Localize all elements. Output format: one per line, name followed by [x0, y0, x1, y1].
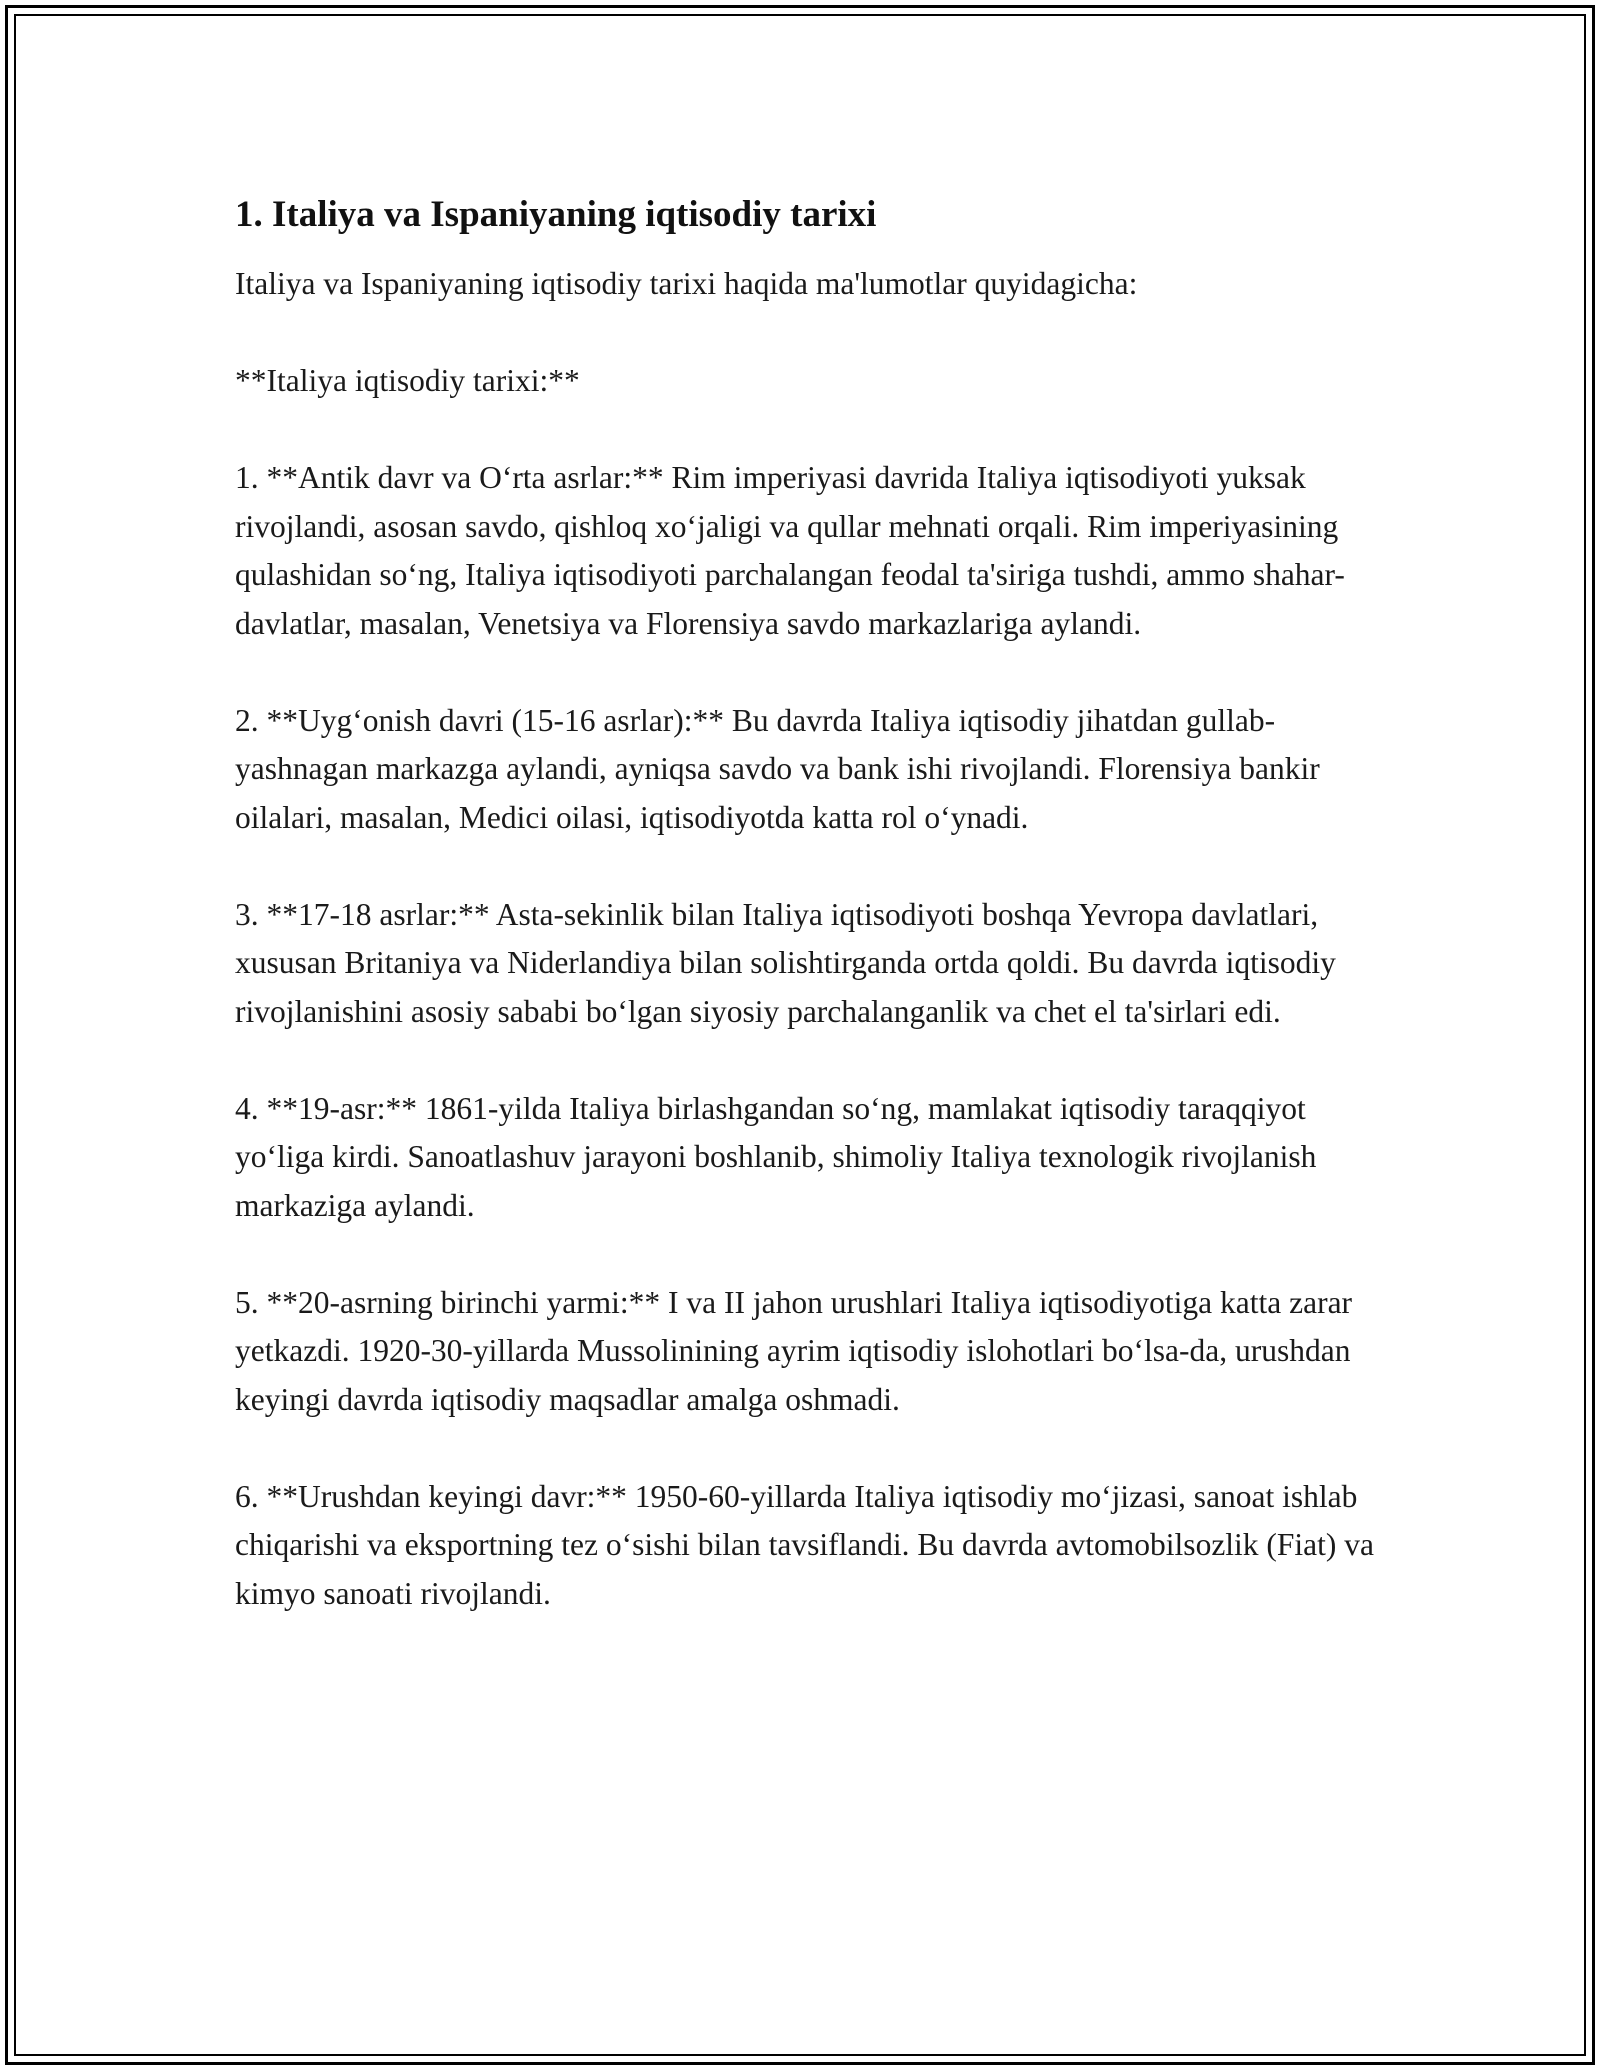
list-item: 1. **Antik davr va O‘rta asrlar:** Rim imperiyasi davrida Italiya iqtisodiyoti yuksak rivojlandi, asosan savdo, qishloq xo‘jaligi va qullar mehnati orqali. Rim imperiyasining qulashidan so‘ng, Italiya iqtisodiyoti parchalangan feodal ta'siriga tushdi, ammo shahar-davlatlar, masalan, Venetsiya va Florensiya savdo markazlariga aylandi. [235, 460, 1345, 641]
list-item: 4. **19-asr:** 1861-yilda Italiya birlashgandan so‘ng, mamlakat iqtisodiy taraqqiyot yo‘liga kirdi. Sanoatlashuv jarayoni boshlanib, shimoliy Italiya texnologik rivojlanish markaziga aylandi. [235, 1090, 1317, 1223]
document-body [235, 190, 1375, 1667]
intro-paragraph: Italiya va Ispaniyaning iqtisodiy tarixi haqida ma'lumotlar quyidagicha: [235, 266, 1138, 301]
list-item: 3. **17-18 asrlar:** Asta-sekinlik bilan Italiya iqtisodiyoti boshqa Yevropa davlatlari, xususan Britaniya va Niderlandiya bilan solishtirganda ortda qoldi. Bu davrda iqtisodiy rivojlanishini asosiy sababi bo‘lgan siyosiy parchalanganlik va chet el ta'sirlari edi. [235, 896, 1336, 1029]
list-item: 6. **Urushdan keyingi davr:** 1950-60-yillarda Italiya iqtisodiy mo‘jizasi, sanoat ishlab chiqarishi va eksportning tez o‘sishi bilan tavsiflandi. Bu davrda avtomobilsozlik (Fiat) va kimyo sanoati rivojlandi. [235, 1478, 1375, 1611]
page-title: 1. Italiya va Ispaniyaning iqtisodiy tarixi [235, 194, 877, 235]
list-item: 5. **20-asrning birinchi yarmi:** I va II jahon urushlari Italiya iqtisodiyotiga katta zarar yetkazdi. 1920-30-yillarda Mussolinining ayrim iqtisodiy islohotlari bo‘lsa-da, urushdan keyingi davrda iqtisodiy maqsadlar amalga oshmadi. [235, 1284, 1353, 1417]
section-heading: **Italiya iqtisodiy tarixi:** [235, 363, 580, 398]
list-item: 2. **Uyg‘onish davri (15-16 asrlar):** Bu davrda Italiya iqtisodiy jihatdan gullab-yashnagan markazga aylandi, ayniqsa savdo va bank ishi rivojlandi. Florensiya bankir oilalari, masalan, Medici oilasi, iqtisodiyotda katta rol o‘ynadi. [235, 702, 1320, 835]
